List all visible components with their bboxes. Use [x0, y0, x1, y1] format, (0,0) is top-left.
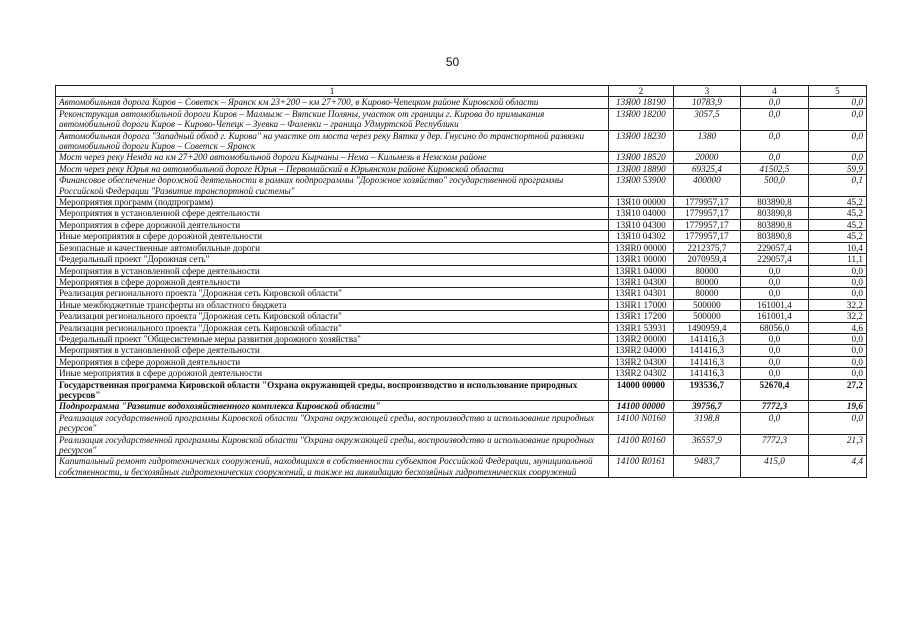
row-code-cell: 13Я00 18230	[609, 130, 673, 152]
row-name-cell: Реализация государственной программы Кировской области "Охрана окружающей среды, воспроизводство и использование природных ресурсов"	[56, 412, 609, 434]
column-header-plan: 3	[673, 86, 741, 97]
row-fact-cell: 0,0	[741, 265, 809, 276]
row-plan-cell: 2212375,7	[673, 242, 741, 253]
table-row	[56, 208, 867, 219]
row-code-cell: 13ЯR1 04000	[609, 265, 673, 276]
row-code-cell: 13ЯR1 04300	[609, 276, 673, 287]
table-row	[56, 175, 867, 197]
row-percent-cell: 0,0	[808, 345, 866, 356]
row-name-cell: Мероприятия в установленной сфере деятельности	[56, 345, 609, 356]
row-plan-cell: 1779957,17	[673, 219, 741, 230]
row-fact-cell: 52670,4	[741, 379, 809, 401]
row-plan-cell: 80000	[673, 265, 741, 276]
row-percent-cell: 45,2	[808, 208, 866, 219]
row-name-cell: Мероприятия в сфере дорожной деятельности	[56, 276, 609, 287]
row-name-cell: Финансовое обеспечение дорожной деятельности в рамках подпрограммы "Дорожное хозяйство" государственной программы Российской Федерации "Развитие транспортной системы"	[56, 175, 609, 197]
page-number: 50	[445, 55, 460, 69]
row-fact-cell: 7772,3	[741, 401, 809, 412]
row-fact-cell: 229057,4	[741, 242, 809, 253]
row-code-cell: 14100 00000	[609, 401, 673, 412]
row-name-cell: Иные мероприятия в сфере дорожной деятельности	[56, 231, 609, 242]
row-fact-cell: 161001,4	[741, 311, 809, 322]
table-row	[56, 231, 867, 242]
row-fact-cell: 0,0	[741, 276, 809, 287]
row-code-cell: 13Я10 04302	[609, 231, 673, 242]
row-plan-cell: 1490959,4	[673, 322, 741, 333]
row-code-cell: 13ЯR1 04301	[609, 288, 673, 299]
row-fact-cell: 41502,5	[741, 163, 809, 174]
table-row	[56, 219, 867, 230]
row-name-cell: Мост через реку Юрья на автомобильной дороге Юрья – Первомайский в Юрьянском районе Кировской области	[56, 163, 609, 174]
row-percent-cell: 0,0	[808, 276, 866, 287]
column-header-fact: 4	[741, 86, 809, 97]
table-row	[56, 401, 867, 412]
row-percent-cell: 4,6	[808, 322, 866, 333]
row-fact-cell: 803890,8	[741, 231, 809, 242]
row-code-cell: 13Я10 00000	[609, 197, 673, 208]
row-plan-cell: 500000	[673, 311, 741, 322]
row-percent-cell: 45,2	[808, 197, 866, 208]
row-name-cell: Безопасные и качественные автомобильные дороги	[56, 242, 609, 253]
table-row	[56, 254, 867, 265]
table-row	[56, 130, 867, 152]
row-percent-cell: 0,0	[808, 356, 866, 367]
row-code-cell: 13Я00 18890	[609, 163, 673, 174]
row-percent-cell: 32,2	[808, 311, 866, 322]
row-plan-cell: 2070959,4	[673, 254, 741, 265]
row-code-cell: 13Я00 18200	[609, 108, 673, 130]
row-fact-cell: 803890,8	[741, 197, 809, 208]
row-code-cell: 13ЯR1 00000	[609, 254, 673, 265]
header-row	[56, 86, 867, 97]
row-plan-cell: 39756,7	[673, 401, 741, 412]
row-code-cell: 13Я00 18520	[609, 152, 673, 163]
row-plan-cell: 1779957,17	[673, 208, 741, 219]
table-row	[56, 368, 867, 379]
row-plan-cell: 80000	[673, 288, 741, 299]
table-row	[56, 197, 867, 208]
row-percent-cell: 59,9	[808, 163, 866, 174]
row-percent-cell: 0,0	[808, 288, 866, 299]
row-code-cell: 14100 N0160	[609, 412, 673, 434]
row-plan-cell: 400000	[673, 175, 741, 197]
row-percent-cell: 10,4	[808, 242, 866, 253]
row-fact-cell: 0,0	[741, 368, 809, 379]
row-fact-cell: 0,0	[741, 130, 809, 152]
row-name-cell: Реконструкция автомобильной дороги Киров – Малмыж – Вятские Поляны, участок от границы г. Кирова до примыкания автомобильной дороги Киров – Кирово-Чепецк – Зуевка – Фаленки – граница Удмуртской Республики	[56, 108, 609, 130]
row-plan-cell: 1779957,17	[673, 231, 741, 242]
row-fact-cell: 161001,4	[741, 299, 809, 310]
row-percent-cell: 0,0	[808, 412, 866, 434]
row-name-cell: Подпрограмма "Развитие водохозяйственного комплекса Кировской области"	[56, 401, 609, 412]
row-fact-cell: 0,0	[741, 356, 809, 367]
row-code-cell: 13ЯR2 04302	[609, 368, 673, 379]
row-code-cell: 13ЯR1 17200	[609, 311, 673, 322]
table-row	[56, 311, 867, 322]
row-percent-cell: 32,2	[808, 299, 866, 310]
table-row	[56, 242, 867, 253]
row-plan-cell: 36557,9	[673, 434, 741, 456]
table-row	[56, 322, 867, 333]
row-name-cell: Федеральный проект "Дорожная сеть"	[56, 254, 609, 265]
table-row	[56, 163, 867, 174]
table-row	[56, 265, 867, 276]
row-code-cell: 13ЯR2 04000	[609, 345, 673, 356]
row-plan-cell: 80000	[673, 276, 741, 287]
table-row	[56, 152, 867, 163]
row-code-cell: 13ЯR1 17000	[609, 299, 673, 310]
row-percent-cell: 0,0	[808, 265, 866, 276]
row-percent-cell: 0,0	[808, 130, 866, 152]
row-code-cell: 13Я10 04000	[609, 208, 673, 219]
budget-table	[55, 85, 867, 478]
row-percent-cell: 0,0	[808, 152, 866, 163]
table-row	[56, 434, 867, 456]
row-name-cell: Федеральный проект "Общесистемные меры развития дорожного хозяйства"	[56, 333, 609, 344]
row-name-cell: Мероприятия программ (подпрограмм)	[56, 197, 609, 208]
row-fact-cell: 68056,0	[741, 322, 809, 333]
row-name-cell: Иные мероприятия в сфере дорожной деятельности	[56, 368, 609, 379]
row-plan-cell: 141416,3	[673, 345, 741, 356]
row-fact-cell: 0,0	[741, 97, 809, 108]
row-plan-cell: 1380	[673, 130, 741, 152]
row-name-cell: Мероприятия в установленной сфере деятельности	[56, 265, 609, 276]
row-name-cell: Реализация регионального проекта "Дорожная сеть Кировской области"	[56, 311, 609, 322]
row-name-cell: Иные межбюджетные трансферты из областного бюджета	[56, 299, 609, 310]
table-row	[56, 412, 867, 434]
row-code-cell: 13ЯR0 00000	[609, 242, 673, 253]
row-percent-cell: 11,1	[808, 254, 866, 265]
table-row	[56, 299, 867, 310]
row-percent-cell: 45,2	[808, 231, 866, 242]
row-percent-cell: 0,1	[808, 175, 866, 197]
table-row	[56, 379, 867, 401]
row-plan-cell: 20000	[673, 152, 741, 163]
table-row	[56, 288, 867, 299]
row-code-cell: 13ЯR1 53931	[609, 322, 673, 333]
row-code-cell: 14100 R0160	[609, 434, 673, 456]
row-code-cell: 13Я00 18190	[609, 97, 673, 108]
row-name-cell: Мероприятия в сфере дорожной деятельности	[56, 219, 609, 230]
row-name-cell: Мероприятия в установленной сфере деятельности	[56, 208, 609, 219]
row-percent-cell: 0,0	[808, 97, 866, 108]
table-row	[56, 97, 867, 108]
row-fact-cell: 0,0	[741, 108, 809, 130]
column-header-name: 1	[56, 86, 609, 97]
row-fact-cell: 0,0	[741, 288, 809, 299]
row-code-cell: 13ЯR2 04300	[609, 356, 673, 367]
row-plan-cell: 193536,7	[673, 379, 741, 401]
row-plan-cell: 141416,3	[673, 356, 741, 367]
row-percent-cell: 27,2	[808, 379, 866, 401]
column-header-code: 2	[609, 86, 673, 97]
row-fact-cell: 0,0	[741, 412, 809, 434]
row-name-cell: Реализация регионального проекта "Дорожная сеть Кировской области"	[56, 322, 609, 333]
row-plan-cell: 10783,9	[673, 97, 741, 108]
row-fact-cell: 803890,8	[741, 208, 809, 219]
row-fact-cell: 415,0	[741, 456, 809, 478]
row-name-cell: Государственная программа Кировской области "Охрана окружающей среды, воспроизводство и использование природных ресурсов"	[56, 379, 609, 401]
row-fact-cell: 0,0	[741, 345, 809, 356]
row-name-cell: Капитальный ремонт гидротехнических сооружений, находящихся в собственности субъектов Российской Федерации, муниципальной собственности, и бесхозяйных гидротехнических сооружений, а также на ликвидацию бесхозяйных гидротехнических сооружений	[56, 456, 609, 478]
table-row	[56, 333, 867, 344]
column-header-percent: 5	[808, 86, 866, 97]
row-name-cell: Мост через реку Немда на км 27+200 автомобильной дороги Кырчаны – Нема – Кильмезь в Немском районе	[56, 152, 609, 163]
row-code-cell: 13Я00 53900	[609, 175, 673, 197]
row-name-cell: Реализация регионального проекта "Дорожная сеть Кировской области"	[56, 288, 609, 299]
row-plan-cell: 3198,8	[673, 412, 741, 434]
table-body	[56, 97, 867, 478]
row-percent-cell: 21,3	[808, 434, 866, 456]
row-code-cell: 13Я10 04300	[609, 219, 673, 230]
table-row	[56, 345, 867, 356]
row-plan-cell: 69325,4	[673, 163, 741, 174]
row-percent-cell: 19,6	[808, 401, 866, 412]
row-percent-cell: 0,0	[808, 108, 866, 130]
row-percent-cell: 0,0	[808, 333, 866, 344]
table-row	[56, 276, 867, 287]
table-row	[56, 108, 867, 130]
row-fact-cell: 0,0	[741, 152, 809, 163]
row-fact-cell: 0,0	[741, 333, 809, 344]
row-name-cell: Автомобильная дорога "Западный обход г. Кирова" на участке от моста через реку Вятка у дер. Гнусино до транспортной развязки автомобильной дороги Киров – Советск – Яранск	[56, 130, 609, 152]
row-plan-cell: 9483,7	[673, 456, 741, 478]
table-row	[56, 356, 867, 367]
row-code-cell: 14100 R0161	[609, 456, 673, 478]
row-code-cell: 13ЯR2 00000	[609, 333, 673, 344]
row-fact-cell: 229057,4	[741, 254, 809, 265]
row-name-cell: Автомобильная дорога Киров – Советск – Яранск км 23+200 – км 27+700, в Кирово-Чепецком районе Кировской области	[56, 97, 609, 108]
row-plan-cell: 500000	[673, 299, 741, 310]
row-percent-cell: 45,2	[808, 219, 866, 230]
row-plan-cell: 1779957,17	[673, 197, 741, 208]
row-plan-cell: 3057,5	[673, 108, 741, 130]
row-fact-cell: 500,0	[741, 175, 809, 197]
row-percent-cell: 4,4	[808, 456, 866, 478]
row-name-cell: Реализация государственной программы Кировской области "Охрана окружающей среды, воспроизводство и использование природных ресурсов"	[56, 434, 609, 456]
row-fact-cell: 803890,8	[741, 219, 809, 230]
row-fact-cell: 7772,3	[741, 434, 809, 456]
row-name-cell: Мероприятия в сфере дорожной деятельности	[56, 356, 609, 367]
row-plan-cell: 141416,3	[673, 368, 741, 379]
table-row	[56, 456, 867, 478]
row-plan-cell: 141416,3	[673, 333, 741, 344]
row-code-cell: 14000 00000	[609, 379, 673, 401]
row-percent-cell: 0,0	[808, 368, 866, 379]
